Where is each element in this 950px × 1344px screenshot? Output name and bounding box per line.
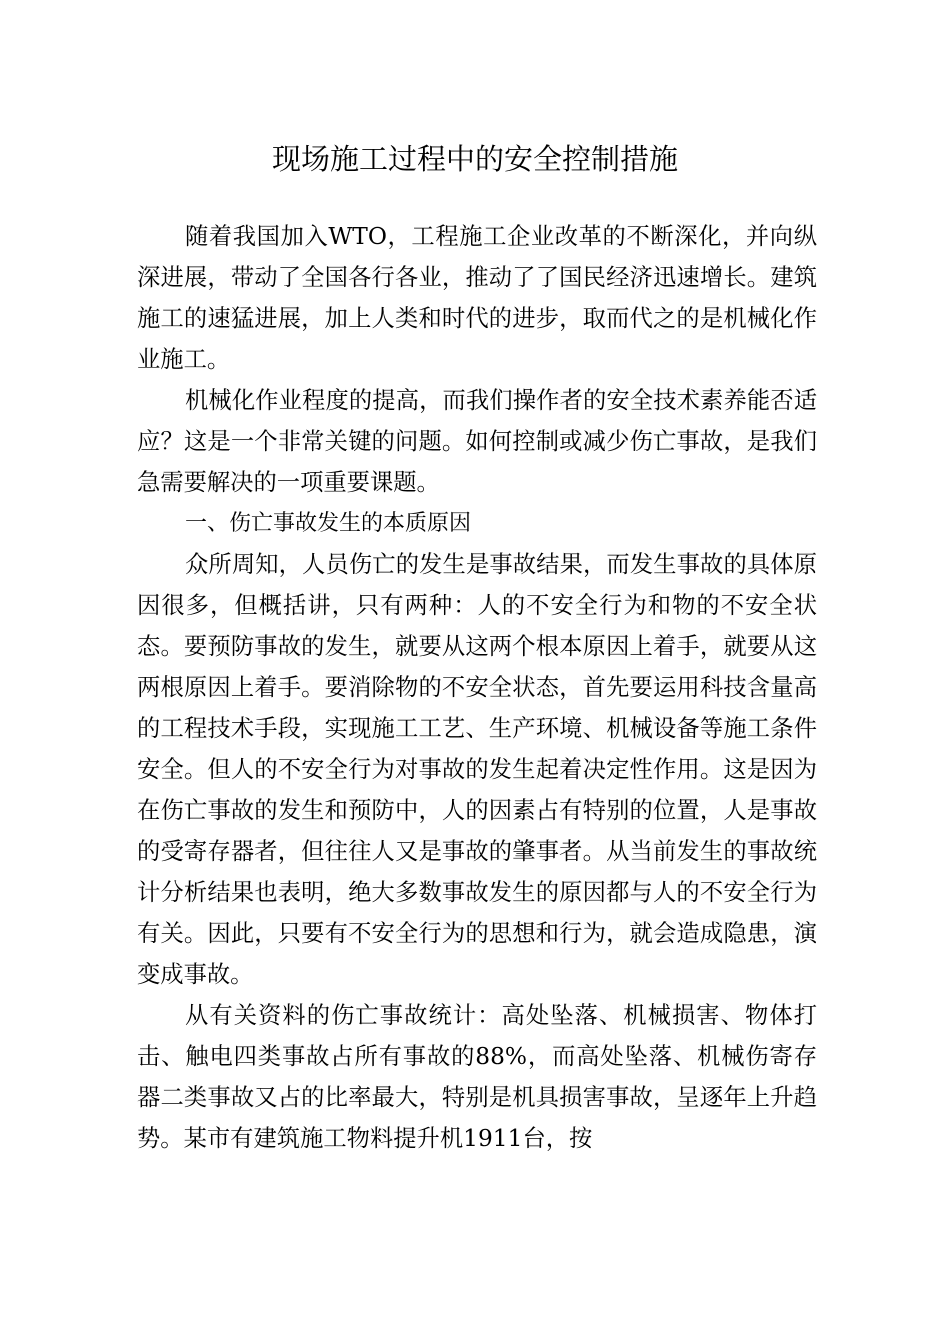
section-heading: 一、伤亡事故发生的本质原因 — [185, 511, 472, 536]
intro-paragraph-1: 随着我国加入WTO，工程施工企业改革的不断深化，并向纵深进展，带动了全国各行各业，推动了了国民经济迅速增长。建筑施工的速猛进展，加上人类和时代的进步，取而代之的是机械化作业施工。 — [137, 223, 817, 373]
section-paragraph-1: 众所周知，人员伤亡的发生是事故结果，而发生事故的具体原因很多，但概括讲，只有两种：人的不安全行为和物的不安全状态。要预防事故的发生，就要从这两个根本原因上着手，就要从这两根原因上着手。要消除物的不安全状态，首先要运用科技含量高的工程技术手段，实现施工工艺、生产环境、机械设备等施工条件安全。但人的不安全行为对事故的发生起着决定性作用。这是因为在伤亡事故的发生和预防中，人的因素占有特别的位置，人是事故的受寄存器者，但往往人又是事故的肇事者。从当前发生的事故统计分析结果也表明，绝大多数事故发生的原因都与人的不安全行为有关。因此，只要有不安全行为的思想和行为，就会造成隐患，演变成事故。 — [137, 551, 817, 988]
document-body — [137, 216, 817, 1159]
section-paragraph-2: 从有关资料的伤亡事故统计：高处坠落、机械损害、物体打击、触电四类事故占所有事故的88%，而高处坠落、机械伤寄存器二类事故又占的比率最大，特别是机具损害事故，呈逐年上升趋势。某市有建筑施工物料提升机1911台，按 — [137, 1002, 817, 1152]
document-title: 现场施工过程中的安全控制措施 — [271, 142, 678, 176]
intro-paragraph-2: 机械化作业程度的提高，而我们操作者的安全技术素养能否适应？这是一个非常关键的问题。如何控制或减少伤亡事故，是我们急需要解决的一项重要课题。 — [137, 387, 817, 496]
